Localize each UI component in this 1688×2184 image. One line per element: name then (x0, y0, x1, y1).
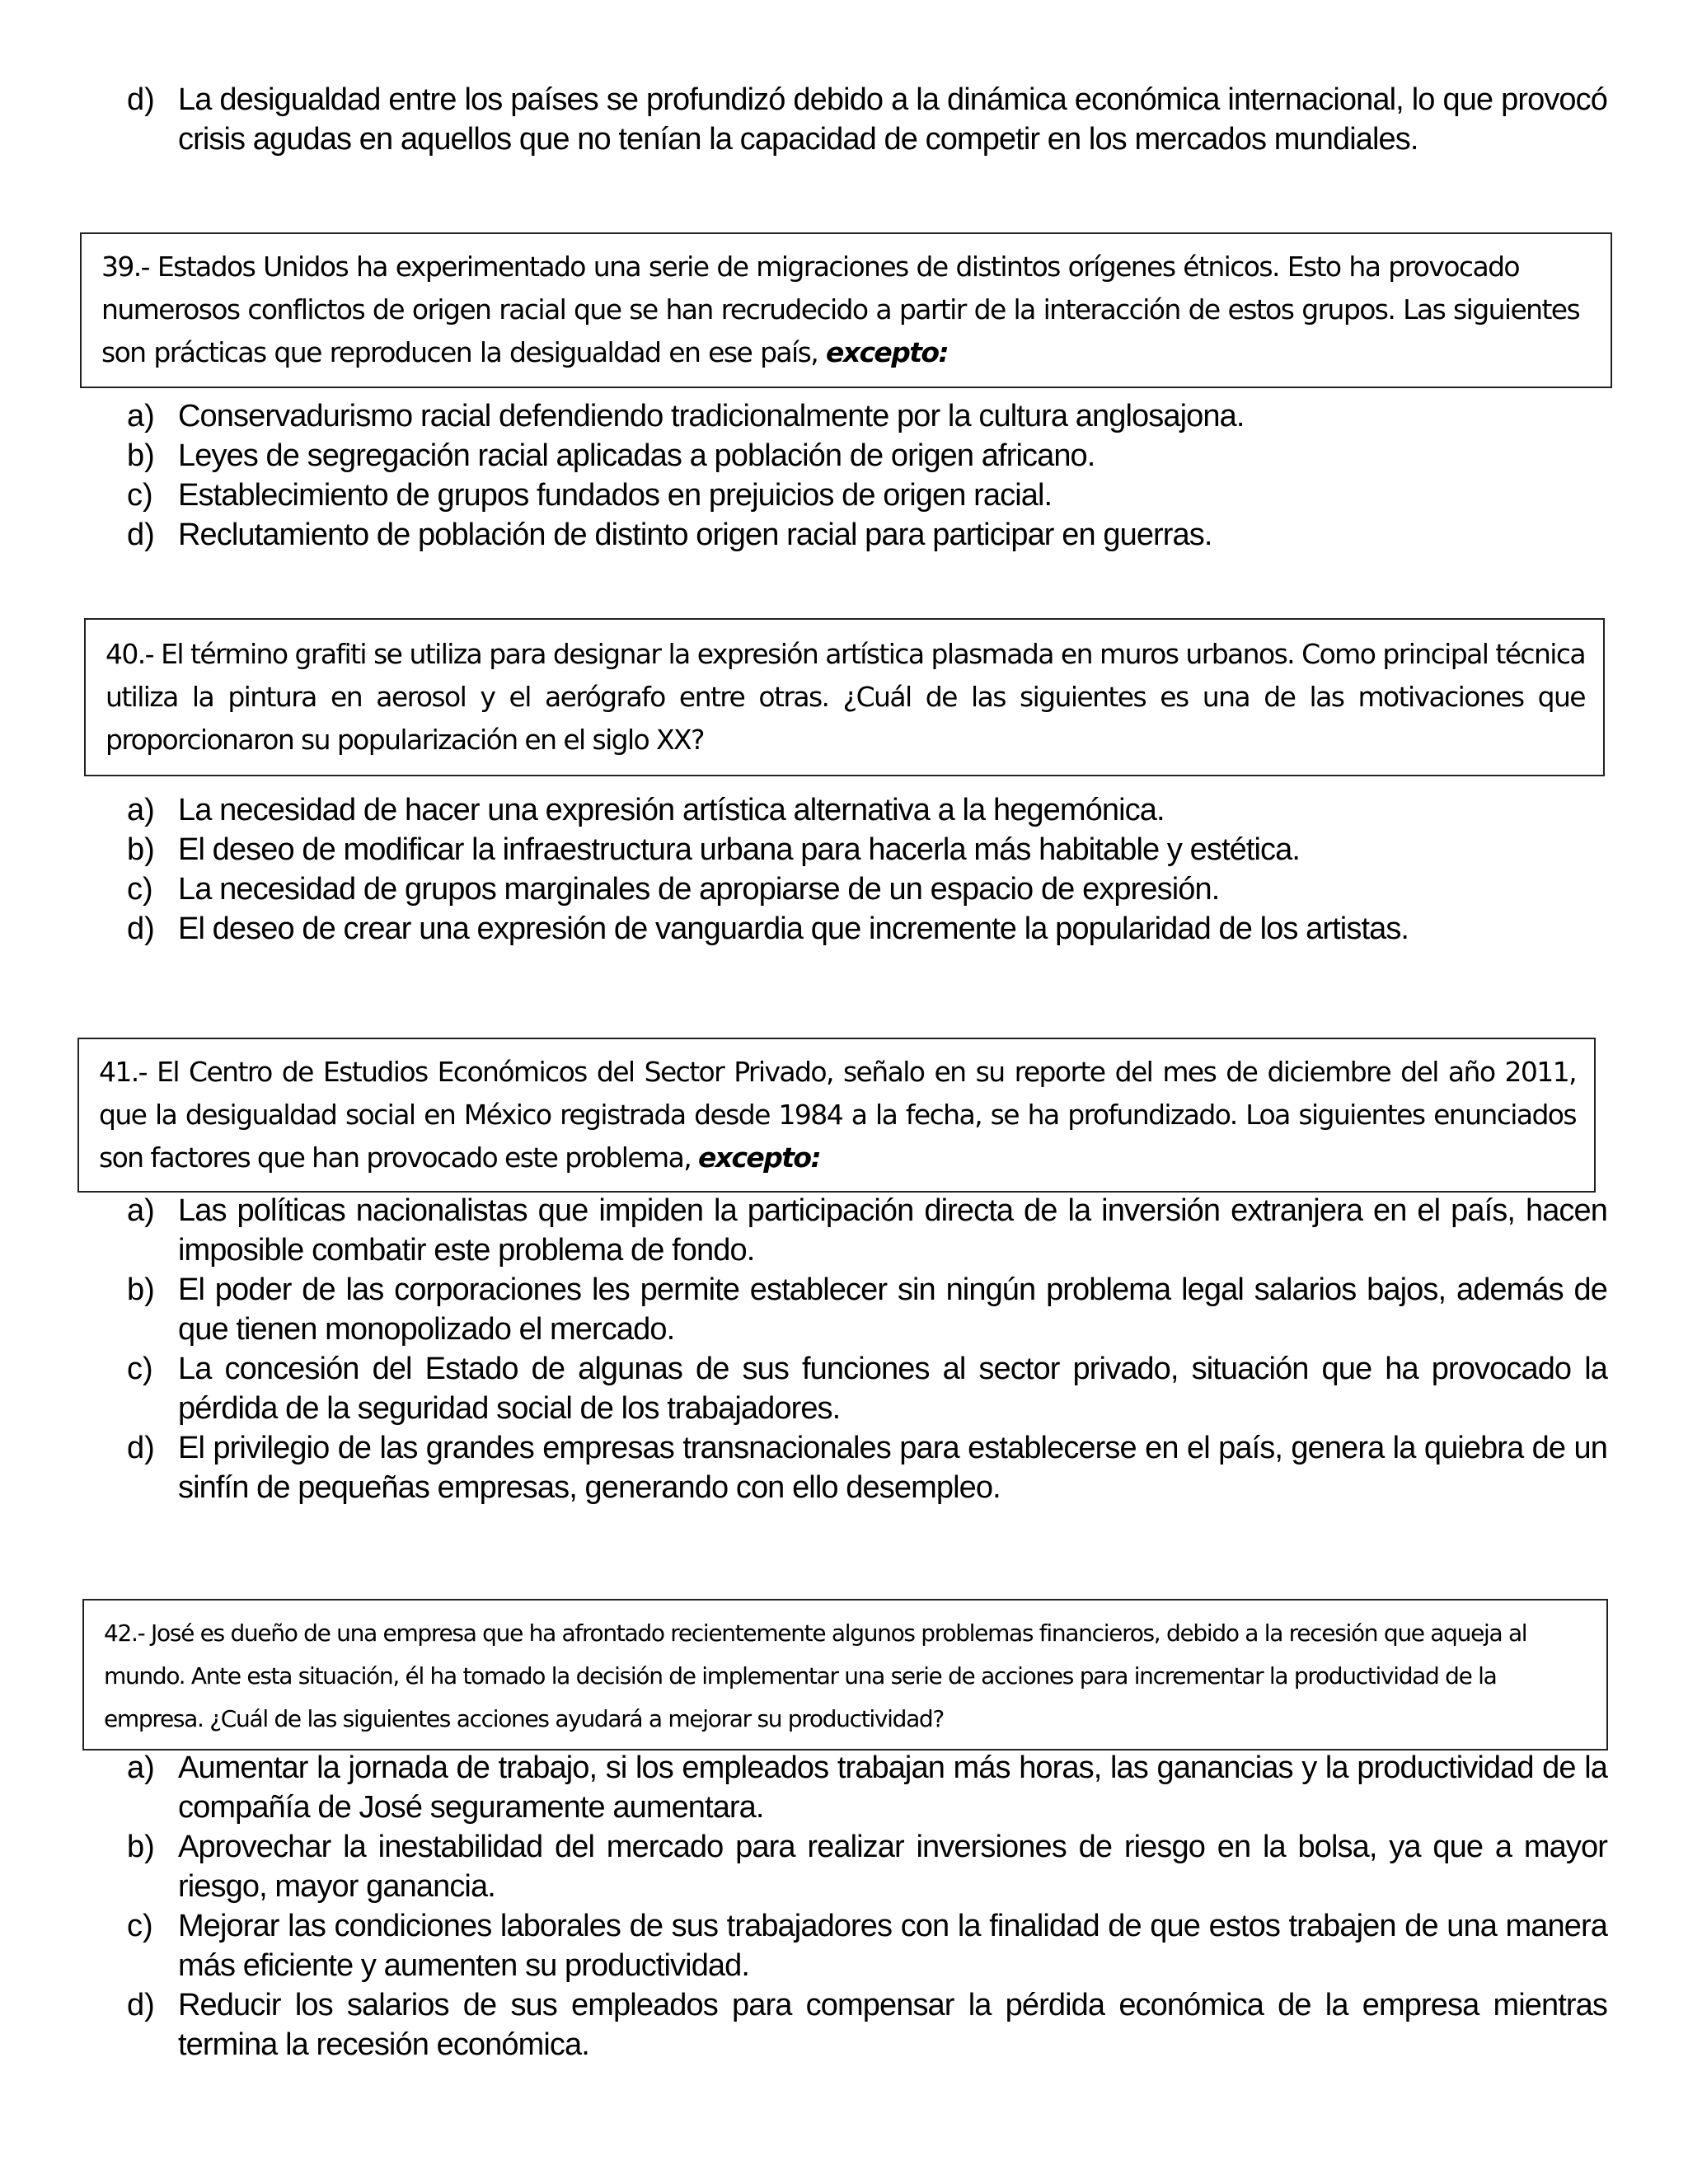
option-text: Establecimiento de grupos fundados en prejuicios de origen racial. (178, 478, 1053, 513)
question-40-options (124, 790, 1607, 949)
option-39-a (124, 396, 1607, 436)
option-letter: c) (127, 1352, 153, 1386)
option-letter: b) (127, 1272, 155, 1307)
option-letter: a) (127, 1193, 155, 1228)
option-letter: d) (127, 1988, 155, 2022)
option-text: La necesidad de hacer una expresión artística alternativa a la hegemónica. (178, 793, 1165, 827)
option-text: El privilegio de las grandes empresas transnacionales para establecerse en el país, genera la quiebra de un sinfín de pequeñas empresas, generando con ello desempleo. (178, 1431, 1607, 1505)
option-text: El deseo de modificar la infraestructura urbana para hacerla más habitable y estética. (178, 832, 1301, 867)
option-text: Reducir los salarios de sus empleados para compensar la pérdida económica de la empresa mientras termina la recesión económica. (178, 1988, 1607, 2062)
option-42-c (124, 1906, 1607, 1985)
question-39-prompt (101, 246, 1592, 374)
option-text: El deseo de crear una expresión de vanguardia que incremente la popularidad de los artistas. (178, 912, 1409, 946)
question-40-box (84, 618, 1605, 776)
option-letter: d) (127, 1431, 155, 1465)
prompt-emphasis: excepto: (825, 336, 949, 368)
question-39-options (124, 396, 1607, 555)
option-40-c (124, 869, 1607, 909)
option-38-d (124, 80, 1607, 159)
prompt-text: 41.- El Centro de Estudios Económicos del Sector Privado, señalo en su reporte del mes de diciembre del año 2011, que la desigualdad social en México registrada desde 1984 a la fecha, se ha profundizado. Loa siguientes enunciados son factores que han provocado este problema, (99, 1056, 1576, 1174)
option-41-a (124, 1191, 1607, 1270)
prompt-emphasis: excepto: (698, 1141, 821, 1174)
option-letter: d) (127, 518, 155, 552)
option-letter: b) (127, 832, 155, 867)
option-text: El poder de las corporaciones les permite establecer sin ningún problema legal salarios bajos, además de que tienen monopolizado el mercado. (178, 1272, 1607, 1347)
option-letter: b) (127, 1830, 155, 1864)
option-text: Reclutamiento de población de distinto origen racial para participar en guerras. (178, 518, 1212, 552)
option-letter: a) (127, 399, 155, 434)
option-letter: c) (127, 1909, 153, 1943)
question-41-options (124, 1191, 1607, 1507)
option-letter: a) (127, 1750, 155, 1785)
option-41-d (124, 1428, 1607, 1507)
option-text: Aprovechar la inestabilidad del mercado para realizar inversiones de riesgo en la bolsa, ya que a mayor riesgo, mayor ganancia. (178, 1830, 1607, 1904)
option-letter: a) (127, 793, 155, 827)
option-letter: c) (127, 478, 153, 513)
option-42-d (124, 1985, 1607, 2064)
question-39-box (80, 232, 1612, 388)
question-42-box (82, 1599, 1608, 1750)
prompt-text: 39.- Estados Unidos ha experimentado una serie de migraciones de distintos orígenes étnicos. Esto ha provocado numerosos conflictos de origen racial que se han recrudecido a partir de la interacción de estos grupos. Las siguientes son prácticas que reproducen la desigualdad en ese país, (101, 251, 1580, 368)
option-letter: d) (127, 912, 155, 946)
option-text: Aumentar la jornada de trabajo, si los empleados trabajan más horas, las ganancias y la productividad de la compañía de José seguramente aumentara. (178, 1750, 1607, 1825)
option-40-b (124, 830, 1607, 869)
question-42-prompt: 42.- José es dueño de una empresa que ha afrontado recientemente algunos problemas financieros, debido a la recesión que aqueja al mundo. Ante esta situación, él ha tomado la decisión de implementar una serie de acciones para incrementar la productividad de la empresa. ¿Cuál de las siguientes acciones ayudará a mejorar su productividad? (104, 1619, 1527, 1732)
option-40-a (124, 790, 1607, 830)
option-text: La concesión del Estado de algunas de sus funciones al sector privado, situación que ha provocado la pérdida de la seguridad social de los trabajadores. (178, 1352, 1607, 1426)
option-41-b (124, 1270, 1607, 1349)
option-40-d (124, 909, 1607, 949)
option-text: Las políticas nacionalistas que impiden la participación directa de la inversión extranjera en el país, hacen imposible combatir este problema de fondo. (178, 1193, 1607, 1268)
option-letter: b) (127, 438, 155, 473)
option-text: Mejorar las condiciones laborales de sus trabajadores con la finalidad de que estos trabajen de una manera más eficiente y aumenten su productividad. (178, 1909, 1607, 1983)
question-38-options (124, 80, 1607, 159)
option-text: La desigualdad entre los países se profundizó debido a la dinámica económica internacional, lo que provocó crisis agudas en aquellos que no tenían la capacidad de competir en los mercados mundiales. (178, 82, 1607, 157)
option-39-d (124, 515, 1607, 555)
option-41-c (124, 1349, 1607, 1428)
option-39-c (124, 476, 1607, 515)
option-letter: d) (127, 82, 155, 117)
option-42-a (124, 1748, 1607, 1827)
option-text: Leyes de segregación racial aplicadas a población de origen africano. (178, 438, 1095, 473)
question-41-prompt (99, 1051, 1576, 1179)
option-39-b (124, 436, 1607, 476)
option-text: Conservadurismo racial defendiendo tradicionalmente por la cultura anglosajona. (178, 399, 1245, 434)
option-text: La necesidad de grupos marginales de apropiarse de un espacio de expresión. (178, 872, 1220, 907)
option-letter: c) (127, 872, 153, 907)
option-42-b (124, 1827, 1607, 1906)
question-42-options (124, 1748, 1607, 2064)
question-41-box (77, 1038, 1596, 1193)
question-40-prompt: 40.- El término grafiti se utiliza para designar la expresión artística plasmada en muros urbanos. Como principal técnica utiliza la pintura en aerosol y el aerógrafo entre otras. ¿Cuál de las siguientes es una de las motivaciones que proporcionaron su popularización en el siglo XX? (106, 638, 1585, 756)
